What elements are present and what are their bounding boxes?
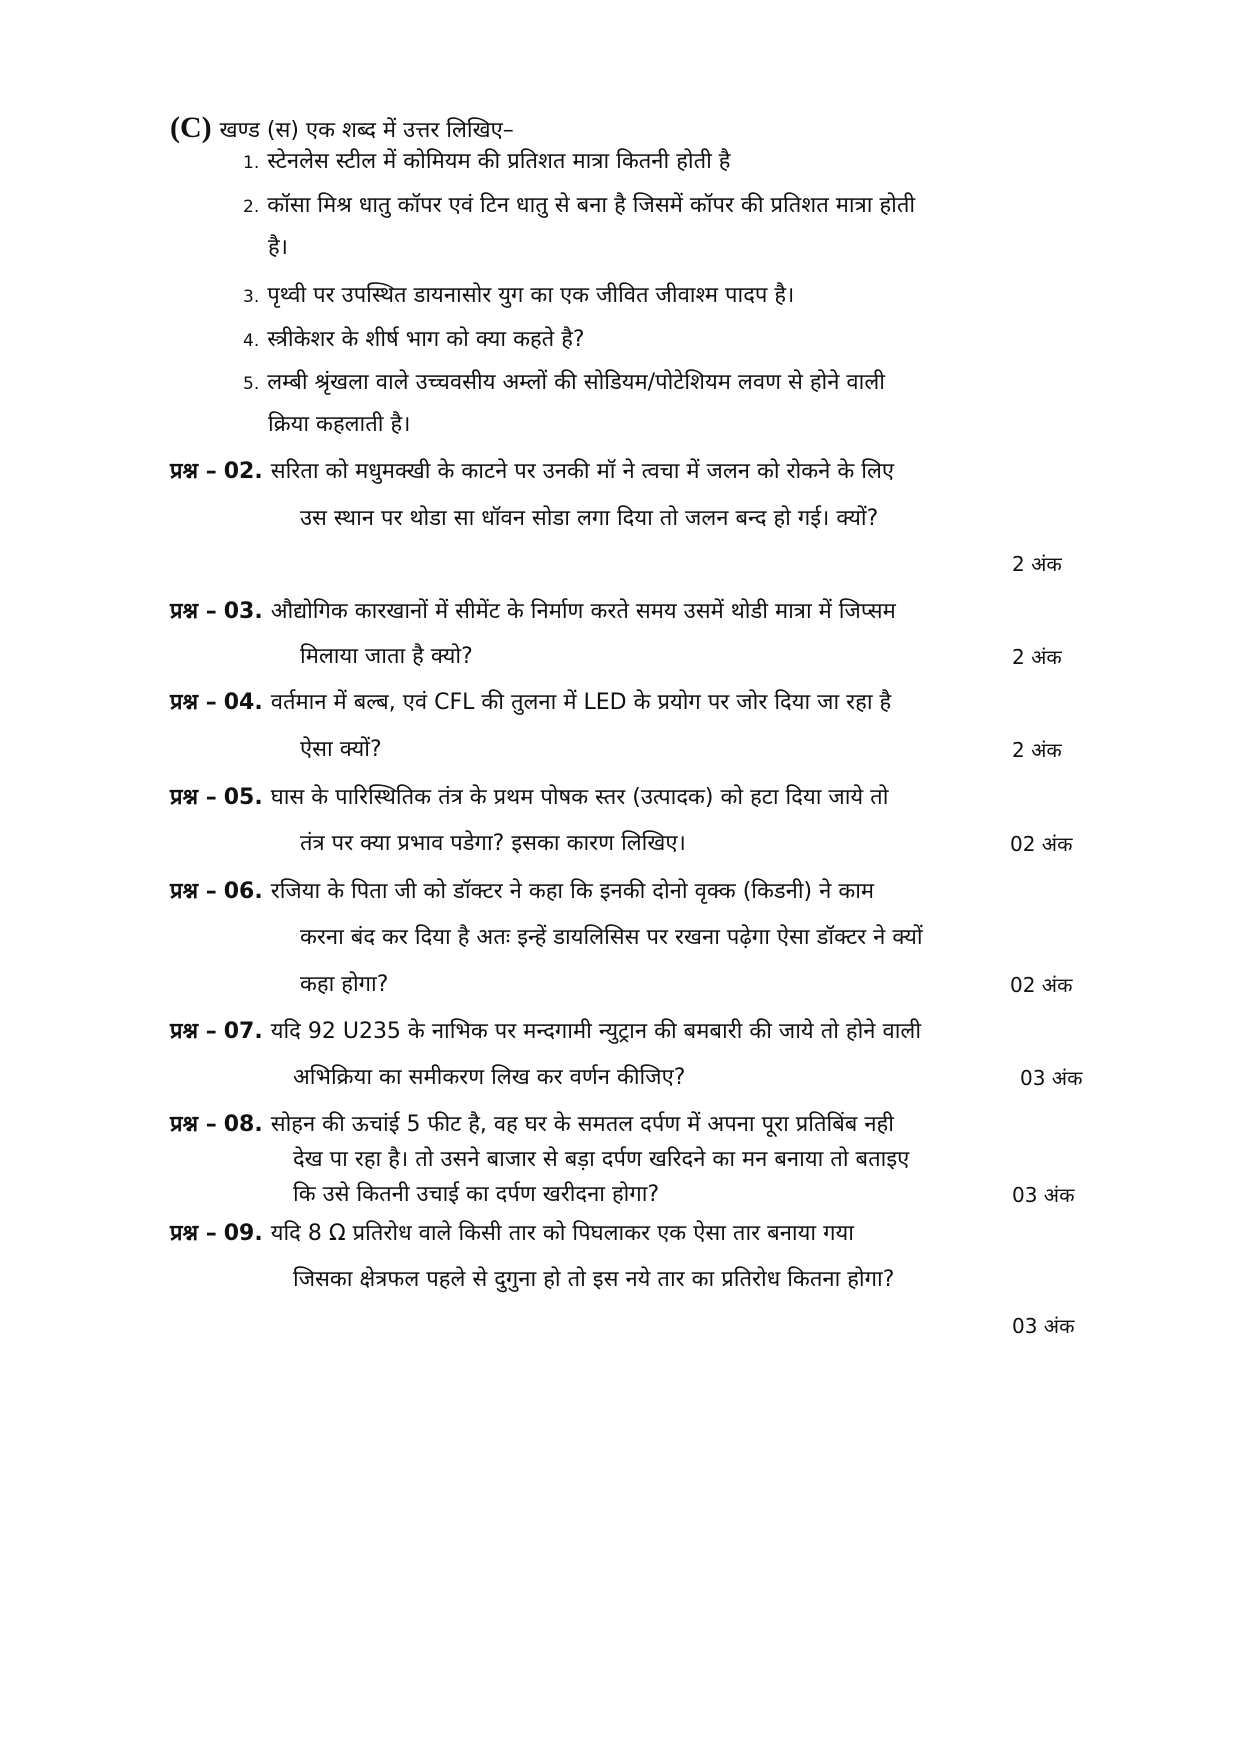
- question-03: [170, 597, 896, 627]
- marks-label: 03 अंक: [1012, 1314, 1075, 1338]
- list-item: [243, 281, 794, 312]
- list-item: [243, 191, 915, 222]
- question-number: 06.: [223, 879, 263, 904]
- question-text-continued: कि उसे कितनी उचाई का दर्पण खरीदना होगा?: [293, 1182, 660, 1207]
- question-06: [170, 877, 874, 907]
- item-text: पृथ्वी पर उपस्थित डायनासोर युग का एक जीवित जीवाश्म पादप है।: [267, 283, 795, 308]
- item-text: लम्बी श्रृंखला वाले उच्चवसीय अम्लों की सोडियम/पोटेशियम लवण से होने वाली: [267, 370, 885, 395]
- question-label: प्रश्न –: [170, 1221, 217, 1246]
- list-item: [243, 368, 885, 399]
- marks-label: 2 अंक: [1012, 738, 1062, 762]
- question-text: वर्तमान में बल्ब, एवं CFL की तुलना में LED के प्रयोग पर जोर दिया जा रहा है: [270, 690, 892, 715]
- question-label: प्रश्न –: [170, 1019, 217, 1044]
- section-title: खण्ड (स) एक शब्द में उत्तर लिखिए–: [219, 118, 514, 143]
- question-05: [170, 783, 888, 813]
- question-number: 08.: [223, 1112, 263, 1137]
- question-text-continued: जिसका क्षेत्रफल पहले से दुगुना हो तो इस नये तार का प्रतिरोध कितना होगा?: [293, 1267, 895, 1292]
- question-number: 07.: [223, 1019, 263, 1044]
- item-number: 5.: [243, 374, 260, 394]
- section-letter: (C): [170, 111, 212, 144]
- question-number: 03.: [223, 599, 263, 624]
- question-label: प्रश्न –: [170, 599, 217, 624]
- question-02: [170, 457, 894, 487]
- question-07: [170, 1017, 921, 1047]
- question-text: यदि 92 U235 के नाभिक पर मन्दगामी न्युट्रान की बमबारी की जाये तो होने वाली: [270, 1019, 922, 1044]
- item-number: 4.: [243, 331, 260, 351]
- marks-label: 02 अंक: [1010, 973, 1073, 997]
- question-text-continued: मिलाया जाता है क्यो?: [300, 644, 473, 669]
- question-text-continued: तंत्र पर क्या प्रभाव पडेगा? इसका कारण लिखिए।: [300, 831, 686, 856]
- question-label: प्रश्न –: [170, 879, 217, 904]
- question-text-continued: कहा होगा?: [300, 972, 389, 997]
- question-09: [170, 1219, 854, 1249]
- question-text: घास के पारिस्थितिक तंत्र के प्रथम पोषक स्तर (उत्पादक) को हटा दिया जाये तो: [270, 785, 889, 810]
- question-text-continued: करना बंद कर दिया है अतः इन्हें डायलिसिस पर रखना पढ़ेगा ऐसा डॉक्टर ने क्यों: [300, 925, 923, 950]
- question-04: [170, 688, 891, 718]
- question-label: प्रश्न –: [170, 690, 217, 715]
- list-item: [243, 147, 731, 178]
- question-08: [170, 1110, 894, 1140]
- item-text: स्टेनलेस स्टील में कोमियम की प्रतिशत मात्रा कितनी होती है: [267, 149, 731, 174]
- marks-label: 2 अंक: [1012, 645, 1062, 669]
- question-text: यदि 8 Ω प्रतिरोध वाले किसी तार को पिघलाकर एक ऐसा तार बनाया गया: [270, 1221, 854, 1246]
- question-text-continued: देख पा रहा है। तो उसने बाजार से बड़ा दर्पण खरिदने का मन बनाया तो बताइए: [293, 1147, 910, 1172]
- section-heading: [170, 113, 514, 146]
- item-number: 3.: [243, 287, 260, 307]
- item-text-continued: क्रिया कहलाती है।: [268, 412, 411, 437]
- marks-label: 03 अंक: [1012, 1183, 1075, 1207]
- item-text-continued: है।: [268, 235, 289, 260]
- question-text-continued: ऐसा क्यों?: [300, 737, 382, 762]
- marks-label: 03 अंक: [1020, 1066, 1083, 1090]
- marks-label: 02 अंक: [1010, 832, 1073, 856]
- question-label: प्रश्न –: [170, 459, 217, 484]
- question-label: प्रश्न –: [170, 785, 217, 810]
- question-number: 09.: [223, 1221, 263, 1246]
- marks-label: 2 अंक: [1012, 552, 1062, 576]
- question-text: सोहन की ऊचांई 5 फीट है, वह घर के समतल दर्पण में अपना पूरा प्रतिबिंब नही: [270, 1112, 894, 1137]
- list-item: [243, 325, 585, 356]
- item-text: कॉसा मिश्र धातु कॉपर एवं टिन धातु से बना है जिसमें कॉपर की प्रतिशत मात्रा होती: [267, 193, 916, 218]
- question-text: रजिया के पिता जी को डॉक्टर ने कहा कि इनकी दोनो वृक्क (किडनी) ने काम: [270, 879, 875, 904]
- question-number: 04.: [223, 690, 263, 715]
- question-text-continued: उस स्थान पर थोडा सा धॉवन सोडा लगा दिया तो जलन बन्द हो गई। क्यों?: [300, 506, 879, 531]
- question-text-continued: अभिक्रिया का समीकरण लिख कर वर्णन कीजिए?: [293, 1065, 686, 1090]
- item-text: स्त्रीकेशर के शीर्ष भाग को क्या कहते है?: [267, 327, 585, 352]
- item-number: 1.: [243, 153, 260, 173]
- question-text: सरिता को मधुमक्खी के काटने पर उनकी मॉ ने त्वचा में जलन को रोकने के लिए: [270, 459, 895, 484]
- question-number: 02.: [223, 459, 263, 484]
- question-text: औद्योगिक कारखानों में सीमेंट के निर्माण करते समय उसमें थोडी मात्रा में जिप्सम: [270, 599, 896, 624]
- question-label: प्रश्न –: [170, 1112, 217, 1137]
- question-number: 05.: [223, 785, 263, 810]
- item-number: 2.: [243, 197, 260, 217]
